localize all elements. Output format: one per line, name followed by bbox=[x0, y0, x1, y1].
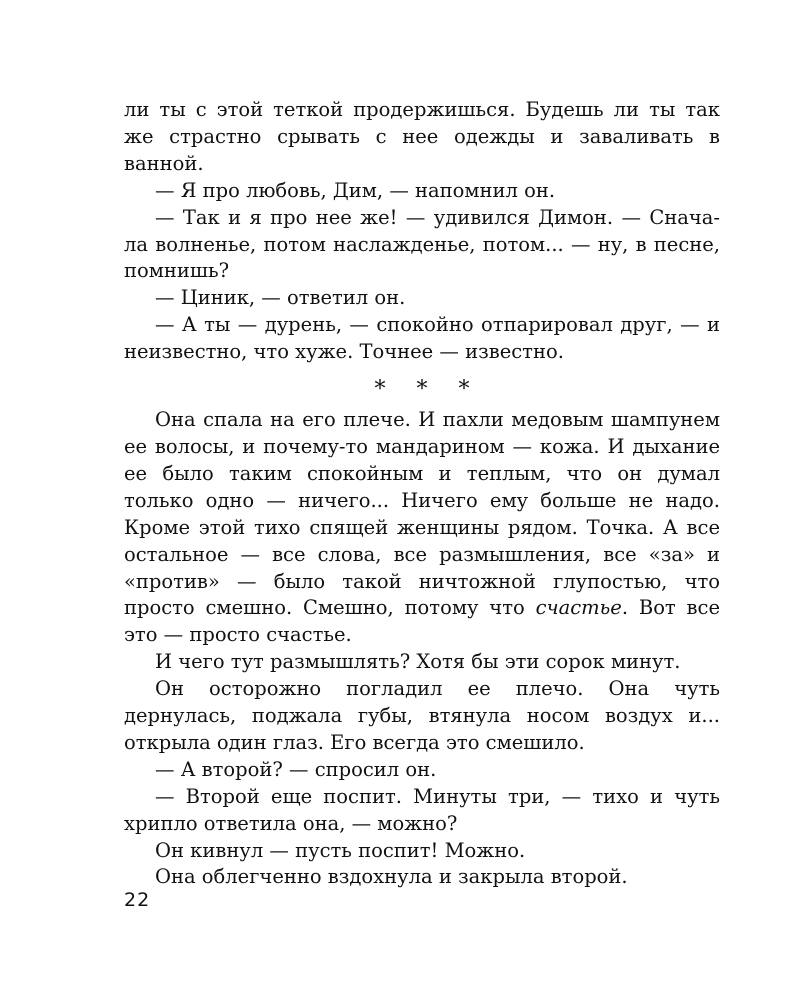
paragraph: — А второй? — спросил он. bbox=[155, 757, 437, 781]
paragraph: — Второй еще поспит. Минуты три, — тихо и чуть хрипло ответила она, — можно? bbox=[124, 784, 720, 835]
paragraph: Она облегченно вздохнула и закрыла второй. bbox=[155, 865, 628, 889]
paragraph: И чего тут размышлять? Хотя бы эти сорок минут. bbox=[155, 650, 681, 674]
paragraph bbox=[124, 407, 720, 649]
paragraph: — А ты — дурень, — спокойно отпарировал друг, — и неизвестно, что хуже. Точнее — известно. bbox=[124, 313, 720, 364]
paragraph-text: Она спала на его плече. И пахли медовым шампунем ее волосы, и почему-то мандарином — кожа. И дыхание ее было таким спокойным и теплым, что он думал только одно — ничего... Ничего ему больше не надо. Кроме этой тихо спящей женщины рядом. Точка. А все остальное — все слова, все размышления, все «за» и «против» — было такой ничтожной глупостью, что просто смешно. Смешно, потому что bbox=[124, 408, 720, 620]
emphasis-text: счастье bbox=[535, 596, 622, 620]
section-separator: * * * bbox=[374, 377, 482, 403]
paragraph: — Циник, — ответил он. bbox=[155, 286, 406, 310]
paragraph: ли ты с этой теткой продержишься. Будешь ли ты так же страстно срывать с нее одежды и заваливать в ванной. bbox=[124, 98, 720, 175]
book-page-text bbox=[124, 97, 720, 891]
paragraph: Он кивнул — пусть поспит! Можно. bbox=[155, 838, 526, 862]
paragraph: — Я про любовь, Дим, — напомнил он. bbox=[155, 178, 556, 202]
paragraph: — Так и я про нее же! — удивился Димон. — Снача-ла волненье, потом наслажденье, потом... — ну, в песне, помнишь? bbox=[124, 205, 720, 283]
page-number: 22 bbox=[124, 889, 151, 911]
paragraph-text: . Вот все это — просто счастье. bbox=[124, 596, 720, 647]
paragraph: Он осторожно погладил ее плечо. Она чуть дернулась, поджала губы, втянула носом воздух и... открыла один глаз. Его всегда это смешило. bbox=[124, 677, 720, 754]
